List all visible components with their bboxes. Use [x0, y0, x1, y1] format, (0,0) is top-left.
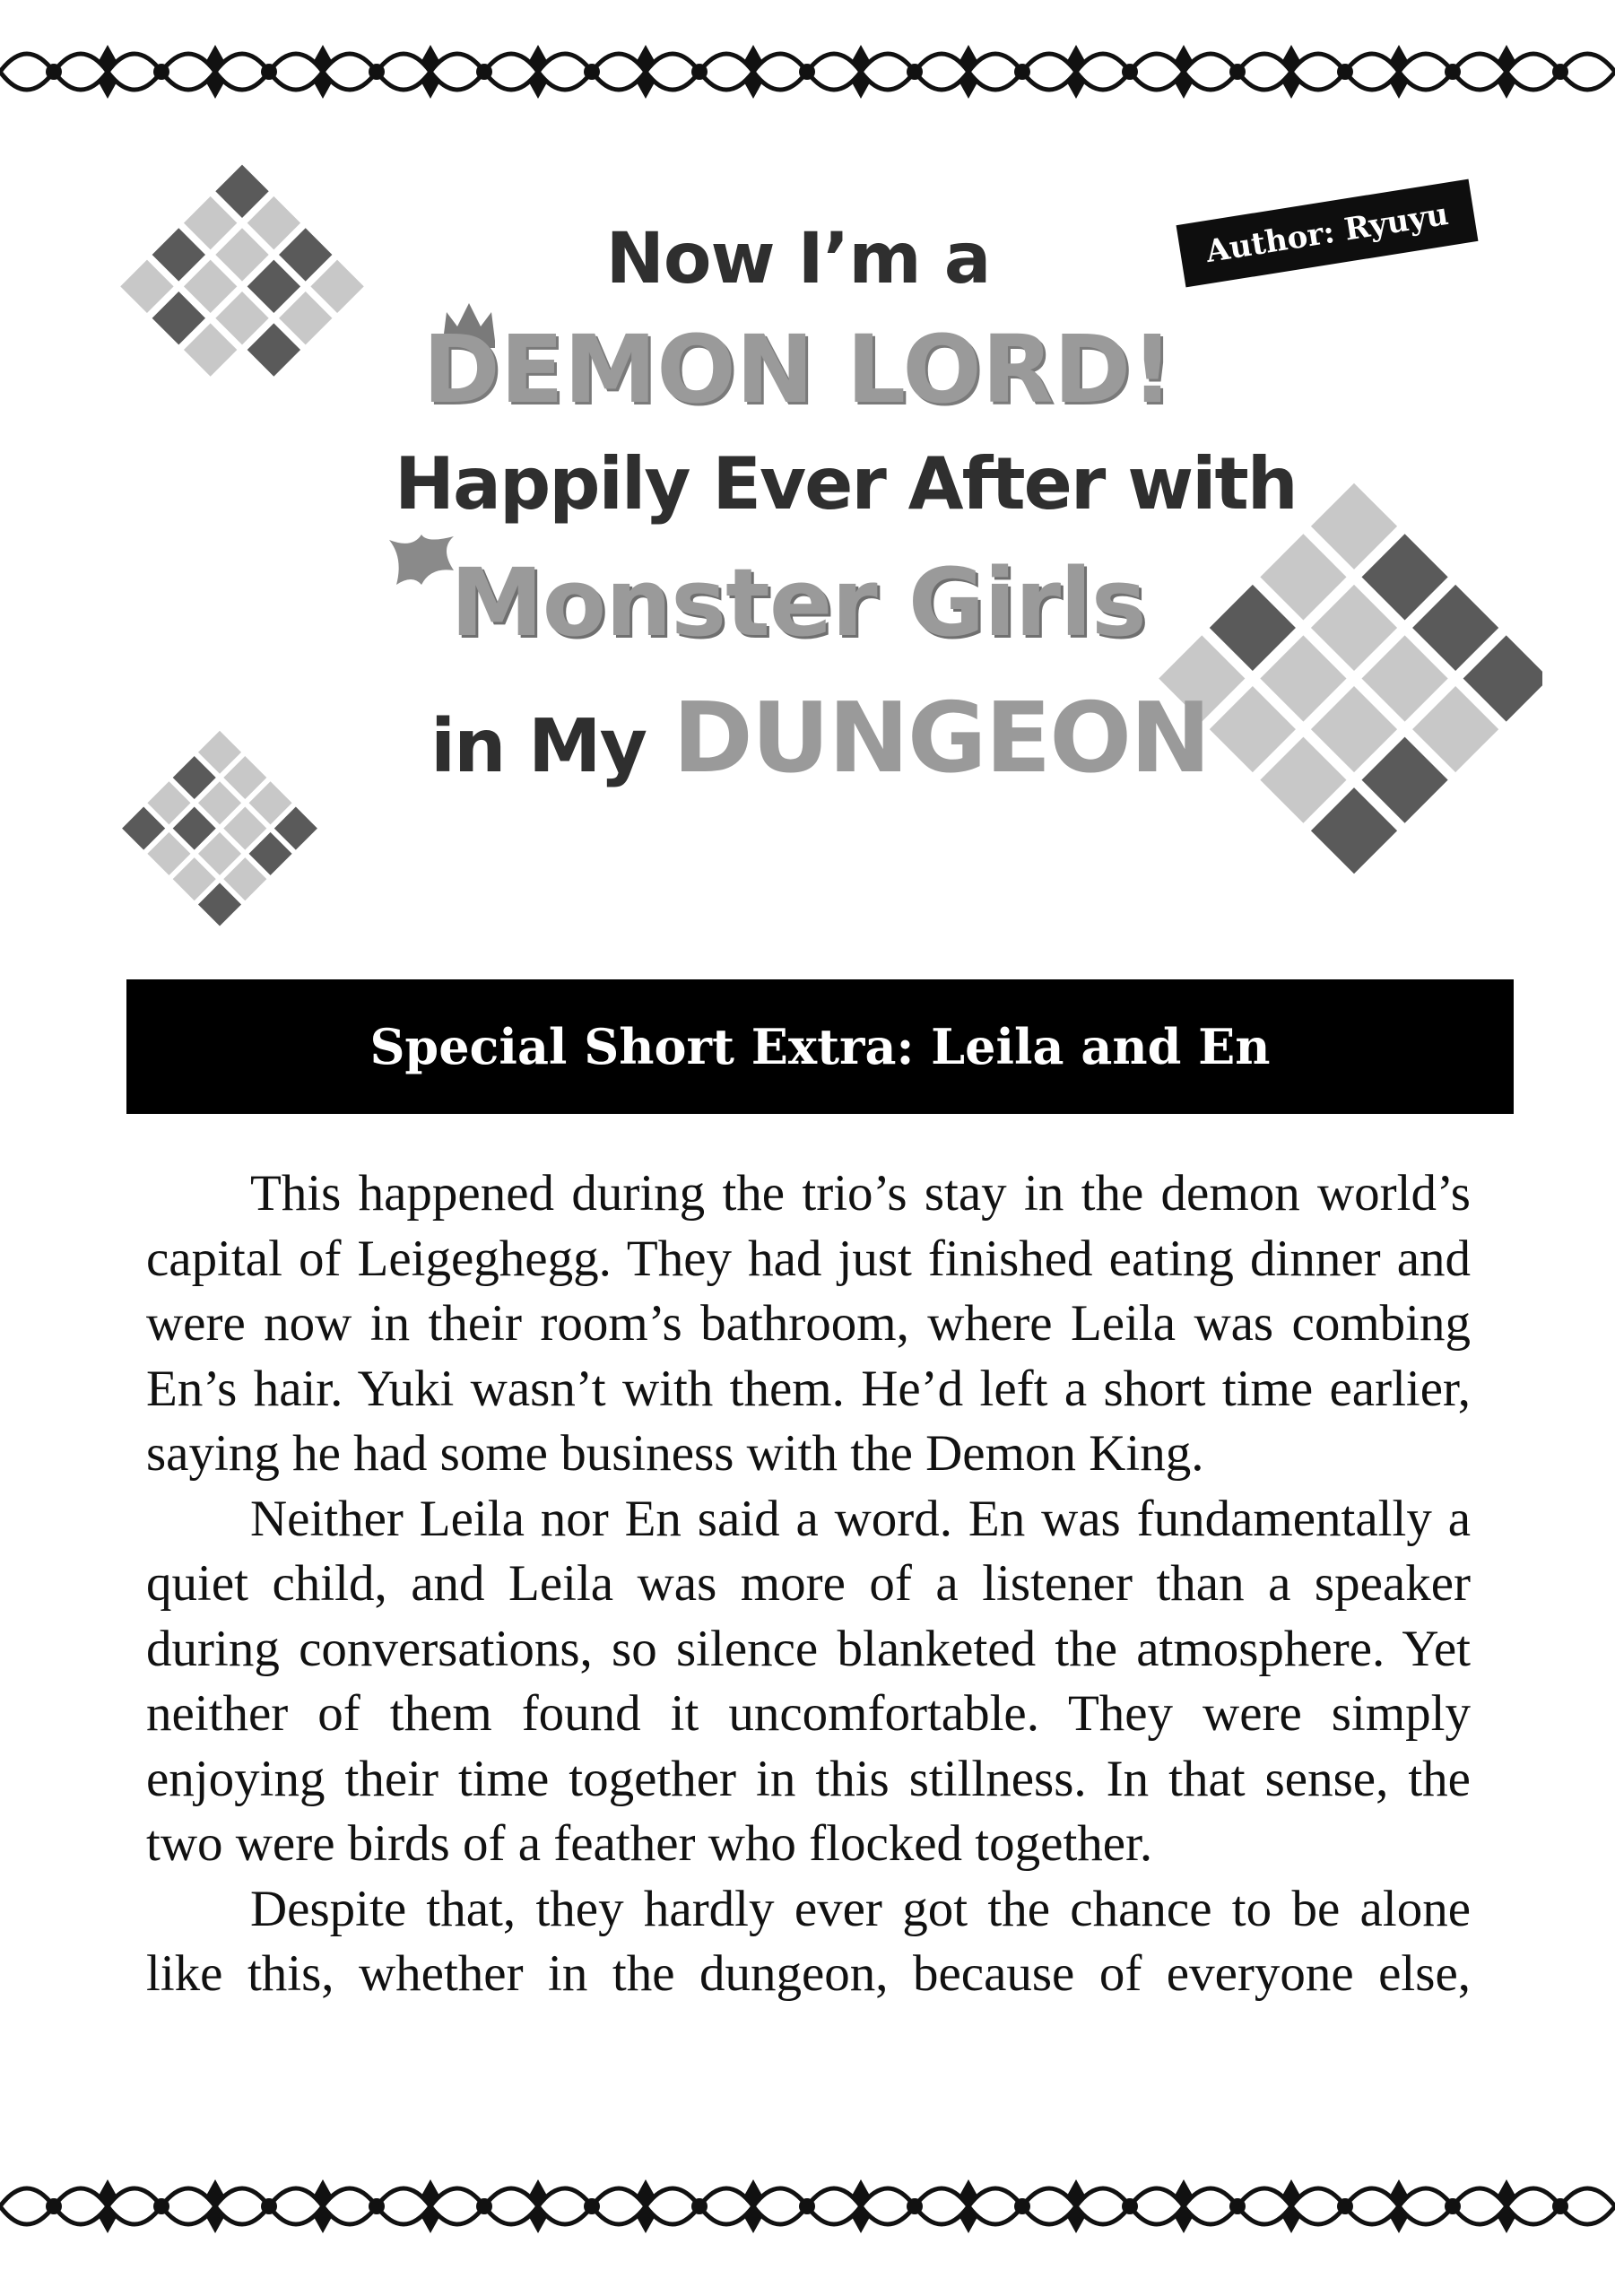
title-line-demon-lord: DEMON LORD! — [422, 315, 1174, 424]
story-body — [146, 1161, 1471, 2007]
diamond-pattern-upper-left — [108, 157, 377, 426]
paragraph: Neither Leila nor En said a word. En was fundamentally a quiet child, and Leila was more of a listener than a speaker during conversations, so silence blanketed the atmosphere. Yet neither of them found it uncomfortable. They were simply enjoying their time together in this stillness. In that sense, the two were birds of a feather who flocked together. — [146, 1490, 1471, 1872]
title-line-in-my-dungeon — [430, 683, 1210, 795]
title-line-happily-ever-after: Happily Ever After with — [395, 442, 1297, 526]
diamond-pattern-right — [1157, 466, 1542, 897]
section-heading: Special Short Extra: Leila and En — [126, 979, 1514, 1114]
paragraph: Despite that, they hardly ever got the chance to be alone like this, whether in the dungeon, because of everyone else, — [146, 1880, 1471, 2002]
author-tag: Author: Ryuyu — [1177, 179, 1479, 288]
title-line-monster-girls: Monster Girls — [450, 548, 1146, 657]
title-line-now-im-a: Now I’m a — [605, 219, 991, 300]
bottom-ornamental-border — [0, 2152, 1615, 2260]
book-title-logo — [395, 219, 1297, 798]
top-ornamental-border — [0, 18, 1615, 126]
diamond-pattern-lower-left — [117, 726, 323, 933]
title-word-in-my: in My — [430, 704, 647, 789]
paragraph: This happened during the trio’s stay in the demon world’s capital of Leigeghegg. They had just finished eating dinner and were now in their room’s bathroom, where Leila was combing En’s hair. Yuki wasn’t with them. He’d left a short time earlier, saying he had some business with the Demon King. — [146, 1165, 1471, 1482]
title-word-dungeon: DUNGEON — [673, 683, 1210, 795]
